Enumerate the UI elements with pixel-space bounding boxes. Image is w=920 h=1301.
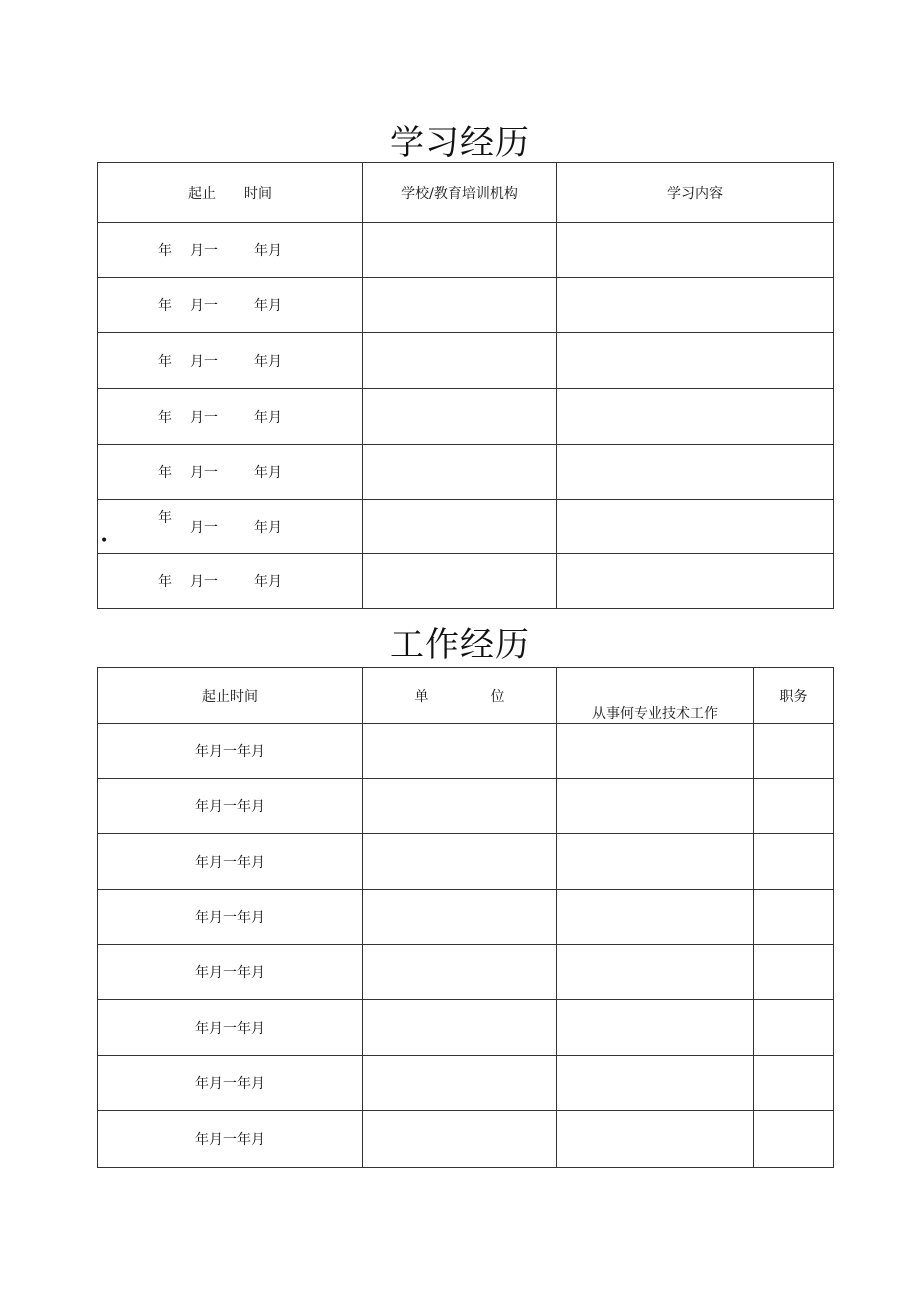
date-cell[interactable]: 年月一年月 [98, 890, 363, 945]
table-row [98, 445, 834, 500]
month-dash-label: 月一 [190, 243, 218, 259]
study-history-table [97, 162, 834, 609]
school-cell[interactable] [363, 223, 557, 278]
table-row [98, 890, 834, 945]
post-cell[interactable] [754, 1000, 834, 1056]
unit-cell[interactable] [363, 1000, 557, 1056]
header-period [98, 163, 363, 223]
specialty-cell[interactable] [557, 1000, 754, 1056]
content-cell[interactable] [557, 223, 834, 278]
unit-cell[interactable] [363, 945, 557, 1000]
specialty-cell[interactable] [557, 724, 754, 779]
post-cell[interactable] [754, 779, 834, 834]
content-cell[interactable] [557, 554, 834, 609]
work-history-table [97, 667, 834, 1168]
post-cell[interactable] [754, 890, 834, 945]
unit-cell[interactable] [363, 890, 557, 945]
header-specialty [557, 668, 754, 724]
unit-cell[interactable] [363, 779, 557, 834]
date-cell[interactable] [98, 223, 363, 278]
month-dash-label: 月一 [190, 298, 218, 314]
year-label: 年 [158, 243, 172, 259]
post-cell[interactable] [754, 945, 834, 1000]
date-cell[interactable]: 年月一年月 [98, 1111, 363, 1168]
date-cell[interactable]: 年月一年月 [98, 724, 363, 779]
school-cell[interactable] [363, 554, 557, 609]
date-cell[interactable] [98, 278, 363, 333]
work-header-row [98, 668, 834, 724]
post-cell[interactable] [754, 724, 834, 779]
date-cell[interactable] [98, 445, 363, 500]
post-cell[interactable] [754, 834, 834, 890]
work-history-title: 工作经历 [390, 625, 530, 665]
year-month-label: 年月 [254, 243, 282, 259]
header-school: 学校/教育培训机构 [363, 163, 557, 223]
specialty-cell[interactable] [557, 779, 754, 834]
bullet-mark: • [100, 533, 109, 549]
year-month-label: 年月 [254, 409, 282, 426]
table-row [98, 724, 834, 779]
date-cell[interactable]: 年月一年月 [98, 779, 363, 834]
header-period-start: 起止 [188, 185, 216, 202]
study-header-row [98, 163, 834, 223]
unit-cell[interactable] [363, 724, 557, 779]
year-month-label: 年月 [254, 353, 282, 370]
table-row [98, 779, 834, 834]
table-row [98, 223, 834, 278]
header-period-end: 时间 [244, 185, 272, 202]
header-unit-b: 位 [490, 688, 505, 705]
header-content: 学习内容 [557, 163, 834, 223]
specialty-cell[interactable] [557, 1111, 754, 1168]
year-month-label: 年月 [254, 574, 282, 590]
date-cell[interactable]: 年月一年月 [98, 1056, 363, 1111]
year-label: 年 [158, 574, 172, 590]
date-cell[interactable]: 年月一年月 [98, 1000, 363, 1056]
year-month-label: 年月 [254, 298, 282, 314]
content-cell[interactable] [557, 333, 834, 389]
date-cell[interactable] [98, 333, 363, 389]
table-row [98, 1056, 834, 1111]
year-month-label: 年月 [254, 465, 282, 481]
unit-cell[interactable] [363, 1056, 557, 1111]
year-label: 年 [158, 298, 172, 314]
month-dash-label: 月一 [190, 574, 218, 590]
month-dash-label: 月一 [190, 409, 218, 426]
post-cell[interactable] [754, 1056, 834, 1111]
school-cell[interactable] [363, 278, 557, 333]
table-row [98, 1111, 834, 1168]
specialty-cell[interactable] [557, 890, 754, 945]
date-cell[interactable] [98, 500, 363, 554]
specialty-cell[interactable] [557, 834, 754, 890]
table-row [98, 945, 834, 1000]
table-row [98, 333, 834, 389]
header-unit-a: 单 [414, 688, 429, 705]
study-history-title: 学习经历 [390, 123, 530, 163]
header-post: 职务 [754, 668, 834, 724]
school-cell[interactable] [363, 389, 557, 445]
table-row [98, 389, 834, 445]
post-cell[interactable] [754, 1111, 834, 1168]
month-dash-label: 月一 [190, 519, 218, 536]
content-cell[interactable] [557, 500, 834, 554]
month-dash-label: 月一 [190, 465, 218, 481]
table-row [98, 278, 834, 333]
date-cell[interactable]: 年月一年月 [98, 945, 363, 1000]
specialty-cell[interactable] [557, 1056, 754, 1111]
table-row [98, 500, 834, 554]
date-cell[interactable]: 年月一年月 [98, 834, 363, 890]
header-period: 起止时间 [98, 668, 363, 724]
unit-cell[interactable] [363, 834, 557, 890]
school-cell[interactable] [363, 333, 557, 389]
month-dash-label: 月一 [190, 353, 218, 370]
table-row [98, 834, 834, 890]
table-row [98, 1000, 834, 1056]
school-cell[interactable] [363, 445, 557, 500]
year-label: 年 [158, 409, 172, 426]
year-label: 年 [158, 353, 172, 370]
year-month-label: 年月 [254, 519, 282, 536]
year-label: 年 [158, 509, 172, 526]
content-cell[interactable] [557, 278, 834, 333]
table-row [98, 554, 834, 609]
school-cell[interactable] [363, 500, 557, 554]
header-unit [363, 668, 557, 724]
content-cell[interactable] [557, 389, 834, 445]
specialty-cell[interactable] [557, 945, 754, 1000]
header-specialty-label: 从事何专业技术工作 [592, 705, 718, 722]
year-label: 年 [158, 465, 172, 481]
date-cell[interactable] [98, 389, 363, 445]
content-cell[interactable] [557, 445, 834, 500]
unit-cell[interactable] [363, 1111, 557, 1168]
date-cell[interactable] [98, 554, 363, 609]
